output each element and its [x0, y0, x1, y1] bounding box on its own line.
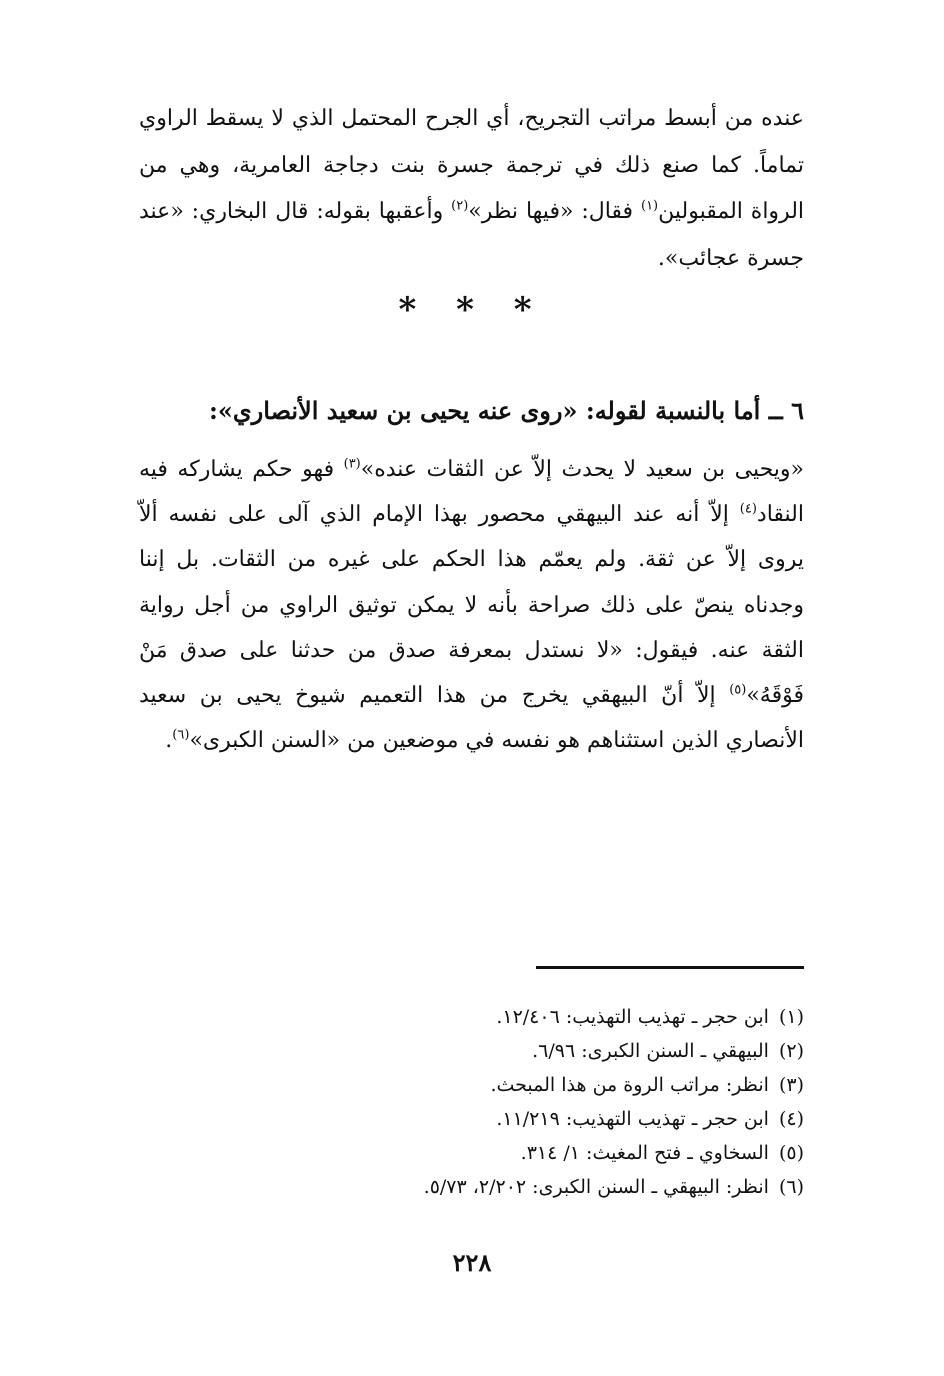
paragraph-2-text-2: فهو حكم يشاركه فيه النقاد — [139, 457, 804, 528]
footnote-text: البيهقي ـ السنن الكبرى: ٦/٩٦. — [532, 1040, 769, 1062]
footnote-number: (١) — [778, 1006, 804, 1028]
footnote-text: ابن حجر ـ تهذيب التهذيب: ١٢/٤٠٦. — [496, 1006, 769, 1028]
section-separator: * * * — [398, 290, 546, 330]
footnote-item — [139, 1136, 804, 1170]
paragraph-2-text-3: إلاّ أنه عند البيهقي محصور بهذا الإمام الذي آلى على نفسه ألاّ يروى إلاّ عن ثقة. ولم يعمّم هذا الحكم على غيره من الثقات. بل إننا وجدناه ينصّ على ذلك صراحة بأنه لا يمكن توثيق الراوي من أجل رواية الثقة عنه. فيقول: «لا نستدل بمعرفة صدق من حدثنا على صدق مَنْ فَوْقَهُ» — [139, 502, 804, 709]
paragraph-2-text-1: «ويحيى بن سعيد لا يحدث إلاّ عن الثقات عنده» — [360, 457, 804, 482]
paragraph-2-text-5: . — [165, 728, 173, 754]
page-number: ٢٢٨ — [452, 1248, 492, 1277]
section-heading: ٦ ــ أما بالنسبة لقوله: «روى عنه يحيى بن سعيد الأنصاري»: — [209, 396, 804, 425]
footnote-number: (٤) — [778, 1108, 804, 1130]
footnote-text: انظر: البيهقي ـ السنن الكبرى: ٢/٢٠٢، ٥/٧٣. — [423, 1176, 769, 1198]
footnote-item — [139, 1170, 804, 1204]
footnote-number: (٦) — [778, 1176, 804, 1198]
footnote-ref-1: (١) — [640, 198, 659, 214]
footnote-divider — [536, 966, 804, 969]
footnotes-list — [139, 1000, 804, 1204]
footnote-ref-5: (٥) — [729, 682, 747, 698]
paragraph-1 — [139, 96, 804, 282]
footnote-ref-4: (٤) — [739, 501, 757, 517]
paragraph-1-text: عنده من أبسط مراتب التجريح، أي الجرح المحتمل الذي لا يسقط الراوي تماماً. كما صنع ذلك في ترجمة جسرة بنت دجاجة العامرية، وهي من الرواة المقبولين — [139, 106, 805, 224]
footnote-number: (٥) — [778, 1142, 804, 1164]
footnote-ref-3: (٣) — [343, 456, 361, 472]
footnote-text: ابن حجر ـ تهذيب التهذيب: ١١/٢١٩. — [496, 1108, 769, 1130]
footnote-item — [139, 1034, 804, 1068]
paragraph-1-text-2: فقال: «فيها نظر» — [468, 199, 641, 224]
paragraph-2 — [139, 447, 804, 763]
footnote-number: (٢) — [778, 1040, 804, 1062]
footnote-ref-2: (٢) — [451, 198, 469, 214]
footnote-text: السخاوي ـ فتح المغيث: ١/ ٣١٤. — [520, 1142, 769, 1164]
paragraph-1-text-3: وأعقبها بقوله: قال البخاري: «عند جسرة عجائب». — [139, 199, 804, 271]
footnote-item — [139, 1102, 804, 1136]
paragraph-2-text-4: إلاّ أنّ البيهقي يخرج من هذا التعميم شيوخ يحيى بن سعيد الأنصاري الذين استثناهم هو نفسه في موضعين من «السنن الكبرى» — [139, 683, 804, 754]
footnote-item — [139, 1068, 804, 1102]
footnote-ref-6: (٦) — [172, 727, 190, 743]
footnote-number: (٣) — [778, 1074, 804, 1096]
footnote-item — [139, 1000, 804, 1034]
footnote-text: انظر: مراتب الروة من هذا المبحث. — [490, 1074, 769, 1096]
